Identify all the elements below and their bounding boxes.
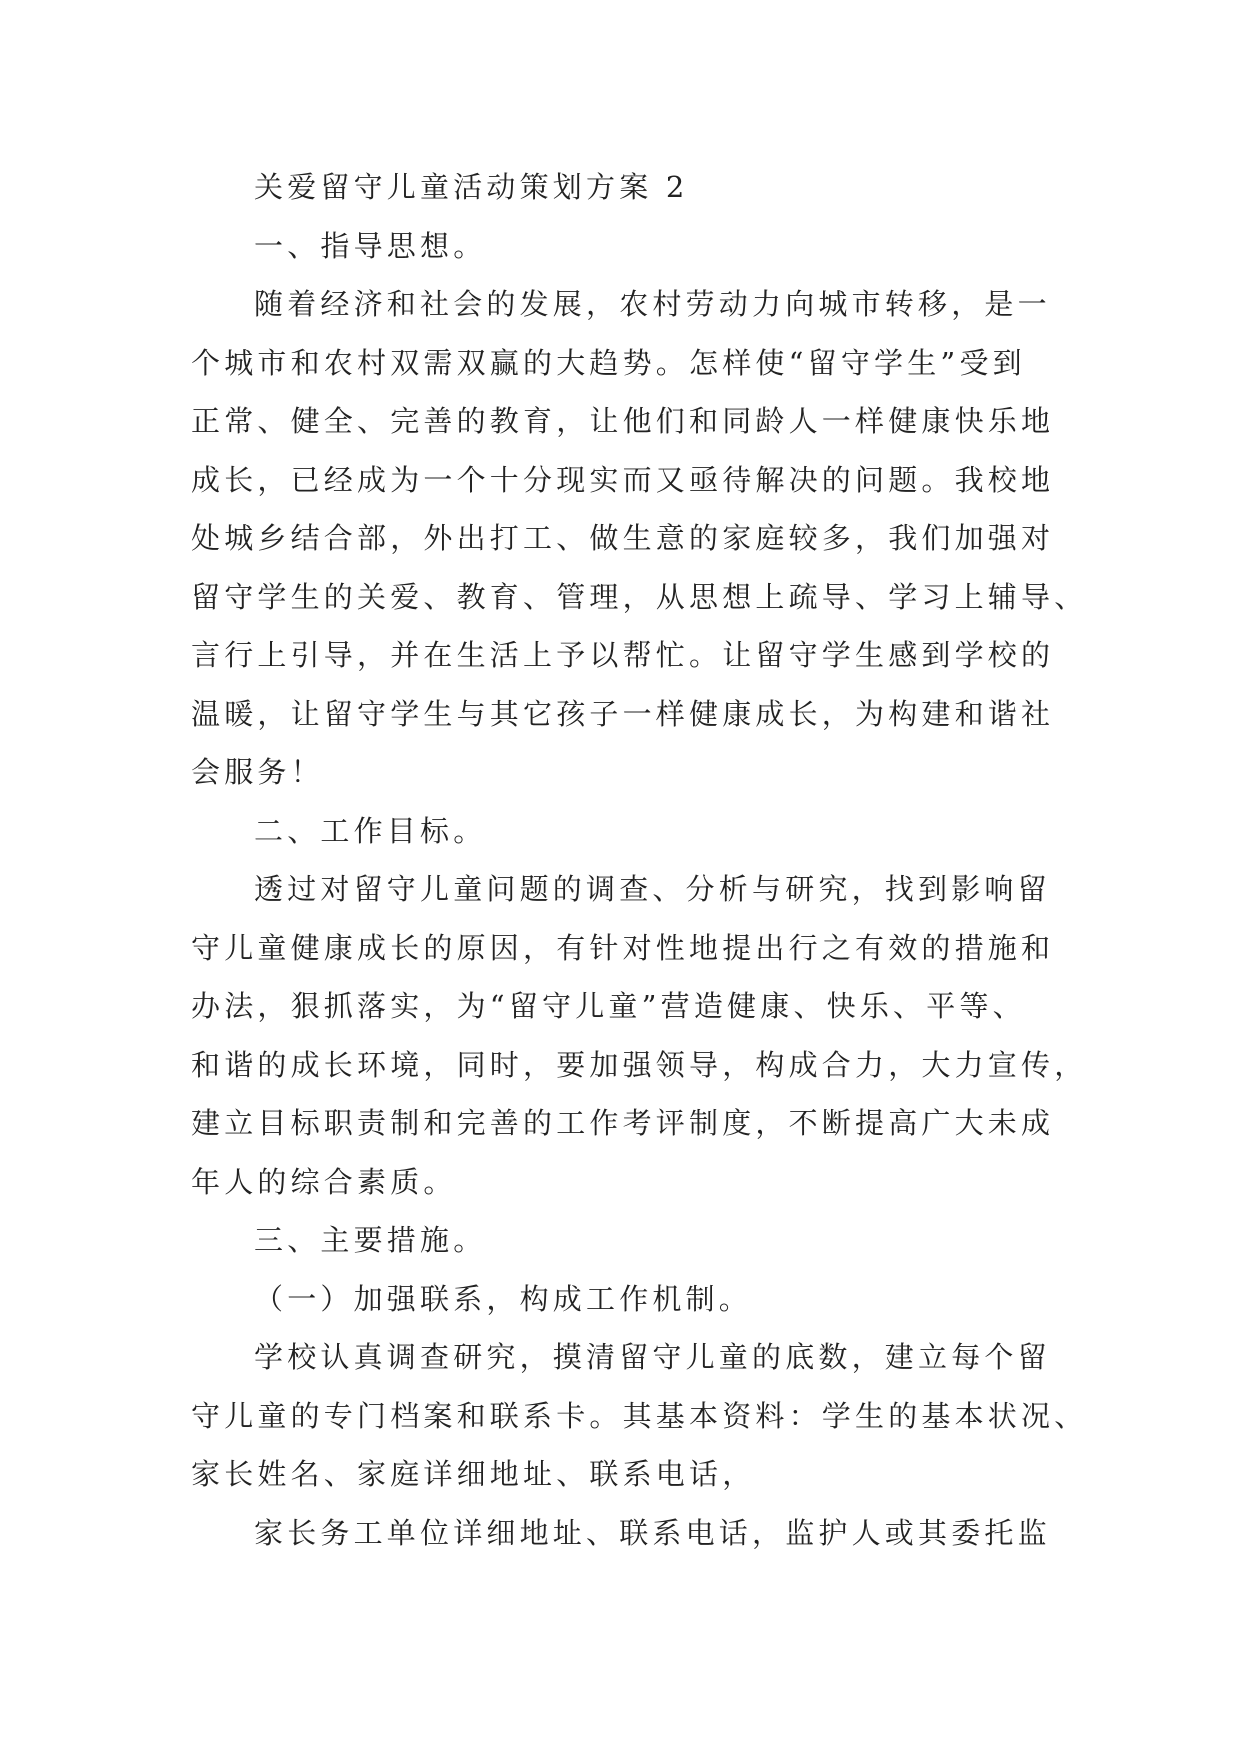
paragraph-line: 守儿童的专门档案和联系卡。其基本资料：学生的基本状况、: [191, 1398, 1088, 1433]
paragraph-line: 个城市和农村双需双赢的大趋势。怎样使“留守学生”受到: [191, 345, 1026, 380]
paragraph-line: 留守学生的关爱、教育、管理，从思想上疏导、学习上辅导、: [191, 579, 1088, 614]
paragraph-line: 处城乡结合部，外出打工、做生意的家庭较多，我们加强对: [191, 521, 1055, 555]
paragraph-line: 透过对留守儿童问题的调查、分析与研究，找到影响留: [254, 872, 1051, 906]
paragraph-line: 正常、健全、完善的教育，让他们和同龄人一样健康快乐地: [191, 404, 1055, 438]
paragraph-line: 守儿童健康成长的原因，有针对性地提出行之有效的措施和: [191, 930, 1055, 965]
section-heading-guiding-thought: 一、指导思想。: [254, 228, 487, 263]
paragraph-line: 学校认真调查研究，摸清留守儿童的底数，建立每个留: [254, 1340, 1051, 1374]
document-body: [191, 158, 1088, 1562]
document-title: 关爱留守儿童活动策划方案 2: [254, 170, 689, 204]
paragraph-line: 言行上引导，并在生活上予以帮忙。让留守学生感到学校的: [191, 638, 1055, 672]
paragraph-line: 温暖，让留守学生与其它孩子一样健康成长，为构建和谐社: [191, 696, 1055, 731]
paragraph-line: 办法，狠抓落实，为“留守儿童”营造健康、快乐、平等、: [191, 989, 1026, 1023]
section-heading-main-measures: 三、主要措施。: [254, 1223, 487, 1257]
paragraph-line: 会服务！: [191, 755, 324, 789]
paragraph-line: 建立目标职责制和完善的工作考评制度，不断提高广大未成: [191, 1106, 1055, 1140]
paragraph-line: 家长姓名、家庭详细地址、联系电话，: [191, 1457, 756, 1491]
paragraph-line: 随着经济和社会的发展，农村劳动力向城市转移，是一: [254, 287, 1051, 321]
paragraph-line: 年人的综合素质。: [191, 1164, 457, 1199]
section-heading-work-goals: 二、工作目标。: [254, 813, 487, 848]
paragraph-line: 成长，已经成为一个十分现实而又亟待解决的问题。我校地: [191, 462, 1055, 497]
paragraph-line: 家长务工单位详细地址、联系电话，监护人或其委托监: [254, 1515, 1051, 1550]
paragraph-line: 和谐的成长环境，同时，要加强领导，构成合力，大力宣传，: [191, 1047, 1088, 1082]
subsection-heading: （一）加强联系，构成工作机制。: [254, 1281, 753, 1316]
